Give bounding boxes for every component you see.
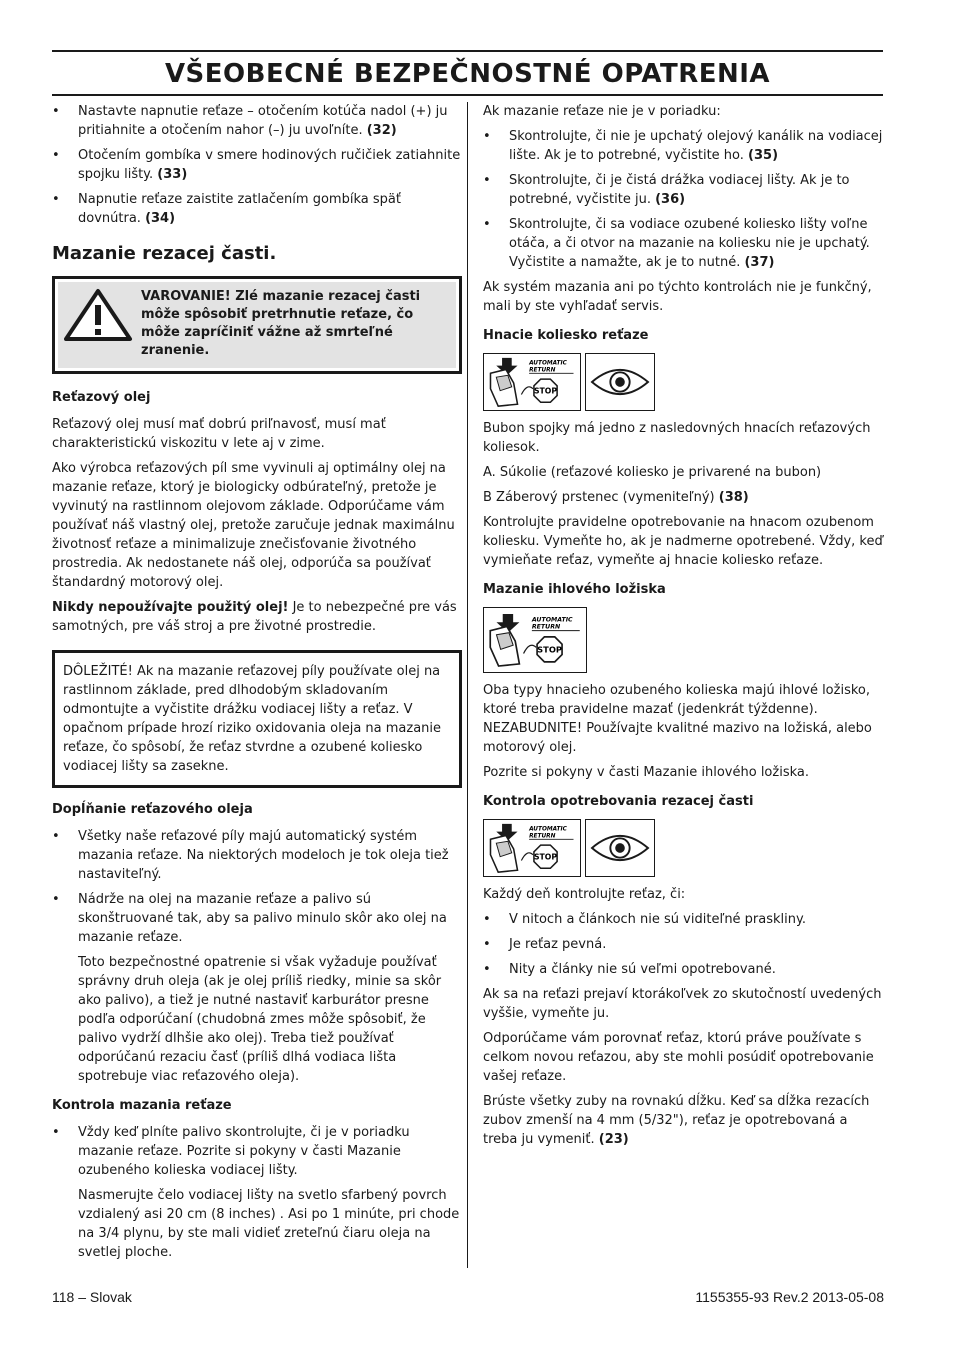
paragraph: Ako výrobca reťazových píl sme vyvinuli aj optimálny olej na mazanie reťaze, ktorý je biologicky odbúrateľný, pretože je vyvinutý na rastlinnom olejovom základe. Odporúčame vám používať náš vlastný olej, pretože zaručuje jednak maximálnu životnosť reťaze a minimalizuje znečisťovanie životného prostredia. Ak nedostanete náš olej, odporúča sa používať štandardný motorový olej. <box>52 461 455 590</box>
list-item: • Otočením gombíka v smere hodinových ručičiek zatiahnite spojku lišty. (33) <box>52 146 462 184</box>
list-item: • Skontrolujte, či je čistá drážka vodiacej lišty. Ak je to potrebné, vyčistite ju. (36) <box>483 171 883 209</box>
paragraph: A. Súkolie (reťazové koliesko je privarené na bubon) <box>483 465 822 480</box>
figure-ref: (32) <box>366 123 397 138</box>
paragraph: Kontrolujte pravidelne opotrebovanie na hnacom ozubenom koliesku. Vymeňte ho, ak je nadmerne opotrebené. Vždy, keď vymieňate reťaz, vymeňte aj hnacie koliesko reťaze. <box>483 515 883 568</box>
column-divider <box>467 102 468 1268</box>
subheading: Kontrola opotrebovania rezacej časti <box>483 794 754 809</box>
subheading: Dopĺňanie reťazového oleja <box>52 802 253 817</box>
paragraph: Nikdy nepoužívajte použitý olej! Je to nebezpečné pre vás samotných, pre váš stroj a pre životné prostredie. <box>52 600 457 634</box>
document-code: 1155355-93 Rev.2 2013-05-08 <box>695 1289 884 1305</box>
paragraph: Toto bezpečnostné opatrenie si však vyžaduje používať správny druh oleja (ak je olej príliš riedky, minie sa skôr ako palivo), a tiež je nutné nastaviť karburátor presne podľa odporúčaní (chudobná zmes môže spôsobiť, že palivo vydrží dlhšie ako olej). Treba tiež používať odporúčanú rezaciu časť (príliš dlhá vodiaca lišta spotrebuje viac reťazového oleja). <box>78 955 442 1084</box>
eye-inspect-icon <box>585 819 655 877</box>
warning-box <box>52 276 462 374</box>
svg-text:AUTOMATIC: AUTOMATIC <box>529 826 567 833</box>
svg-text:RETURN: RETURN <box>529 367 556 374</box>
important-text: DÔLEŽITÉ! Ak na mazanie reťazovej píly používate olej na rastlinnom základe, pred dlhodobým skladovaním odmontujte a vyčistite drážku vodiacej lišty a reťaz. V opačnom prípade hrozí riziko oxidovania oleja na mazanie reťaze, čo spôsobí, že reťaz stvrdne a ozubené koliesko vodiacej lišty sa zasekne. <box>63 664 442 774</box>
list-item: • Nastavte napnutie reťaze – otočením kotúča nadol (+) ju pritiahnite a otočením nahor (–) ju uvoľníte. (32) <box>52 102 462 140</box>
paragraph: Odporúčame vám porovnať reťaz, ktorú práve používate s celkom novou reťazou, aby ste mohli posúdiť opotrebovanie vašej reťaze. <box>483 1031 874 1084</box>
list-item: • Je reťaz pevná. <box>483 935 883 954</box>
icon-row <box>483 607 883 673</box>
list-item: • V nitoch a článkoch nie sú viditeľné praskliny. <box>483 910 883 929</box>
icon-row <box>483 353 883 411</box>
eye-inspect-icon <box>585 353 655 411</box>
page-header <box>52 50 883 96</box>
paragraph: B Záberový prstenec (vymeniteľný) (38) <box>483 490 749 505</box>
important-box <box>52 650 462 788</box>
figure-ref: (35) <box>748 148 779 163</box>
page-title: VŠEOBECNÉ BEZPEČNOSTNÉ OPATRENIA <box>164 59 771 89</box>
svg-text:STOP: STOP <box>533 852 558 862</box>
svg-text:STOP: STOP <box>533 386 558 396</box>
automatic-return-stop-icon <box>483 819 581 877</box>
list-item: • Napnutie reťaze zaistite zatlačením gombíka späť dovnútra. (34) <box>52 190 462 228</box>
paragraph: Reťazový olej musí mať dobrú priľnavosť, musí mať charakteristickú viskozitu v lete aj v zime. <box>52 417 386 451</box>
page-number: 118 – Slovak <box>52 1289 132 1305</box>
figure-ref: (34) <box>145 211 176 226</box>
subheading: Mazanie ihlového ložiska <box>483 582 666 597</box>
figure-ref: (37) <box>744 255 775 270</box>
icon-row <box>483 819 883 877</box>
svg-text:AUTOMATIC: AUTOMATIC <box>531 616 573 624</box>
svg-text:STOP: STOP <box>537 644 562 655</box>
subheading: Reťazový olej <box>52 390 151 405</box>
svg-text:RETURN: RETURN <box>529 833 556 840</box>
paragraph: Ak systém mazania ani po týchto kontrolách nie je funkčný, mali by ste vyhľadať servis. <box>483 280 872 314</box>
automatic-return-stop-icon <box>483 607 587 673</box>
paragraph: Každý deň kontrolujte reťaz, či: <box>483 887 686 902</box>
subheading: Hnacie koliesko reťaze <box>483 328 649 343</box>
left-column <box>52 102 462 1268</box>
list-item: • Všetky naše reťazové píly majú automatický systém mazania reťaze. Na niektorých modeloch je tok oleja tiež nastaviteľný. <box>52 827 462 884</box>
warning-text: VAROVANIE! Zlé mazanie rezacej časti môže spôsobiť pretrhnutie reťaze, čo môže zapríčiniť vážne až smrteľné zranenie. <box>141 289 421 358</box>
paragraph: Pozrite si pokyny v časti Mazanie ihlového ložiska. <box>483 765 809 780</box>
list-item: • Vždy keď plníte palivo skontrolujte, či je v poriadku mazanie reťaze. Pozrite si pokyny v časti Mazanie ozubeného kolieska vodiacej lišty. <box>52 1123 462 1180</box>
svg-text:RETURN: RETURN <box>531 623 561 631</box>
figure-ref: (38) <box>718 490 749 505</box>
subheading: Kontrola mazania reťaze <box>52 1098 232 1113</box>
svg-text:AUTOMATIC: AUTOMATIC <box>529 360 567 367</box>
paragraph: Oba typy hnacieho ozubeného kolieska majú ihlové ložisko, ktoré treba pravidelne mazať (jedenkrát týždenne). NEZABUDNITE! Používajte kvalitné mazivo na ložiská, alebo motorový olej. <box>483 683 872 755</box>
warning-triangle-icon <box>63 288 133 342</box>
paragraph: Brúste všetky zuby na rovnakú dĺžku. Keď sa dĺžka rezacích zubov zmenší na 4 mm (5/32"), reťaz je opotrebovaná a treba ju vymeniť. (23) <box>483 1094 870 1147</box>
paragraph: Ak sa na reťazi prejaví ktorákoľvek zo skutočností uvedených vyššie, vymeňte ju. <box>483 987 882 1021</box>
figure-ref: (23) <box>598 1132 629 1147</box>
figure-ref: (33) <box>157 167 188 182</box>
list-item: • Skontrolujte, či sa vodiace ozubené koliesko lišty voľne otáča, a či otvor na mazanie na koliesku nie je upchatý. Vyčistite a namažte, ak je to nutné. (37) <box>483 215 883 272</box>
list-item: • Skontrolujte, či nie je upchatý olejový kanálik na vodiacej lište. Ak je to potrebné, vyčistite ho. (35) <box>483 127 883 165</box>
paragraph: Nasmerujte čelo vodiacej lišty na svetlo sfarbený povrch vzdialený asi 20 cm (8 inches) . Asi po 1 minúte, pri chode na 3/4 plynu, by ste mali vidieť zreteľnú čiaru oleja na svetlej ploche. <box>78 1188 460 1260</box>
list-item: • Nity a články nie sú veľmi opotrebované. <box>483 960 883 979</box>
figure-ref: (36) <box>655 192 686 207</box>
section-title: Mazanie rezacej časti. <box>52 243 277 264</box>
list-item: • Nádrže na olej na mazanie reťaze a palivo sú skonštruované tak, aby sa palivo minulo skôr ako olej na mazanie reťaze. <box>52 890 462 947</box>
paragraph: Ak mazanie reťaze nie je v poriadku: <box>483 104 721 119</box>
automatic-return-stop-icon <box>483 353 581 411</box>
paragraph: Bubon spojky má jedno z nasledovných hnacích reťazových koliesok. <box>483 421 871 455</box>
right-column <box>483 102 883 1155</box>
